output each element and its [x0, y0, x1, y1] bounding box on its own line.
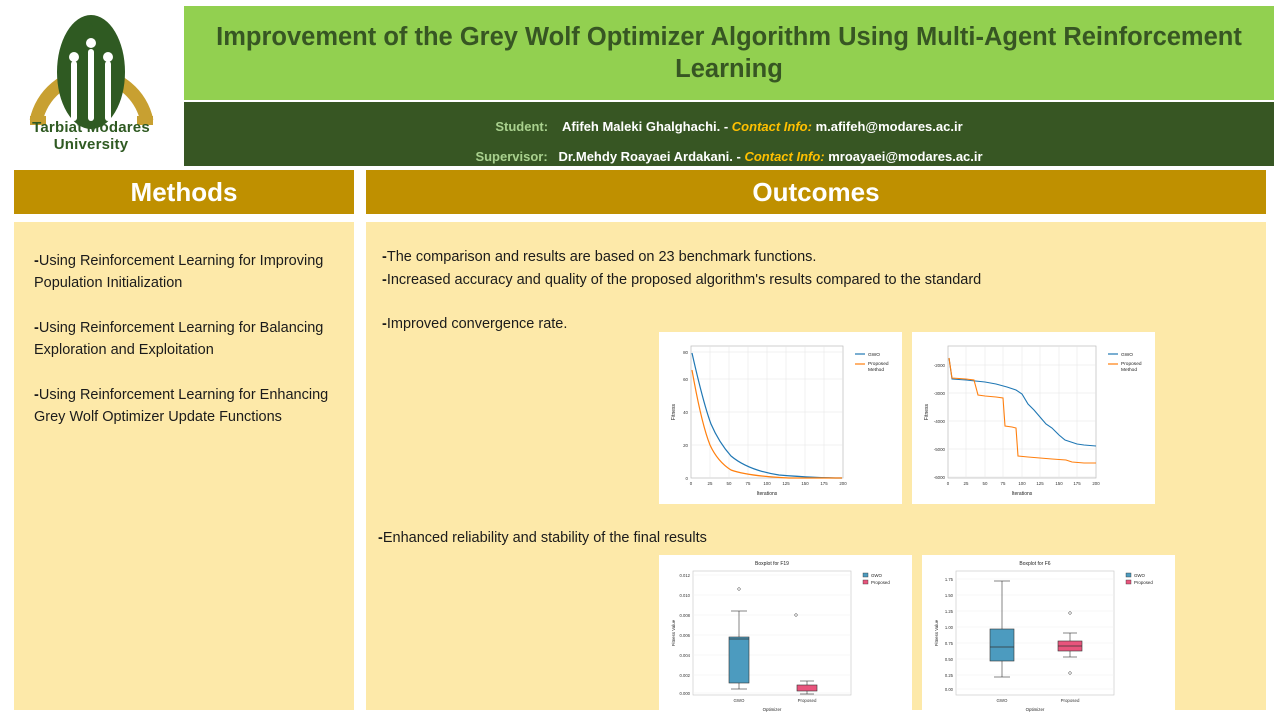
list-item: -Increased accuracy and quality of the proposed algorithm's results compared to the standard — [382, 272, 982, 288]
svg-text:1.50: 1.50 — [944, 593, 953, 598]
chart-convergence-1 — [659, 332, 902, 504]
logo-line-2: University — [53, 136, 129, 153]
outcomes-item-4: Enhanced reliability and stability of the final results — [382, 530, 707, 546]
x-axis-label: Optimizer — [762, 707, 782, 712]
svg-text:175: 175 — [820, 481, 828, 486]
svg-text:0: 0 — [946, 481, 950, 486]
svg-text:Proposed: Proposed — [1121, 362, 1142, 367]
svg-text:0.008: 0.008 — [679, 613, 690, 618]
svg-text:0.004: 0.004 — [679, 653, 690, 658]
svg-text:GWO: GWO — [1134, 573, 1145, 578]
outcomes-panel — [366, 222, 1266, 710]
svg-text:75: 75 — [1000, 481, 1006, 486]
supervisor-contact-label: Contact Info: — [744, 149, 825, 164]
chart-boxplot-f6 — [922, 555, 1175, 717]
svg-text:50: 50 — [982, 481, 988, 486]
svg-text:Method: Method — [868, 368, 884, 373]
methods-section-header — [14, 170, 354, 214]
svg-text:25: 25 — [707, 481, 713, 486]
svg-text:Proposed: Proposed — [1134, 580, 1153, 585]
list-item: -Using Reinforcement Learning for Enhancing Grey Wolf Optimizer Update Functions — [34, 387, 329, 425]
svg-text:Method: Method — [1121, 368, 1137, 373]
svg-text:80: 80 — [683, 350, 688, 355]
x-axis-label: Iterations — [756, 491, 778, 497]
list-item: -Using Reinforcement Learning for Balancing Exploration and Exploitation — [34, 320, 324, 358]
svg-text:40: 40 — [683, 410, 688, 415]
svg-text:0.006: 0.006 — [679, 633, 690, 638]
outcomes-title: Outcomes — [752, 176, 880, 207]
svg-text:0.000: 0.000 — [679, 691, 690, 696]
y-axis-label: Fitness Value — [934, 619, 939, 647]
svg-text:GWO: GWO — [871, 573, 882, 578]
y-axis-label: Fitness — [671, 403, 677, 421]
outcomes-item-3: Improved convergence rate. — [386, 316, 568, 332]
poster-header — [0, 0, 1280, 168]
svg-text:100: 100 — [1018, 481, 1026, 486]
svg-text:200: 200 — [1092, 481, 1100, 486]
student-label: Student: — [495, 119, 549, 134]
logo-line-1: Tarbiat Modares — [32, 119, 150, 136]
svg-text:-5000: -5000 — [933, 447, 945, 452]
title-banner — [184, 6, 1274, 100]
outcomes-list — [382, 246, 1082, 335]
svg-text:125: 125 — [1036, 481, 1044, 486]
svg-text:0: 0 — [689, 481, 693, 486]
convergence-figures — [659, 332, 1155, 504]
svg-text:100: 100 — [763, 481, 771, 486]
outcomes-item-1: The comparison and results are based on 23 benchmark functions. — [386, 249, 817, 265]
chart-title: Boxplot for F19 — [755, 561, 789, 567]
chart-convergence-2 — [912, 332, 1155, 504]
x-axis-label: Optimizer — [1025, 707, 1045, 712]
svg-text:0.002: 0.002 — [679, 673, 690, 678]
x-axis-label: Iterations — [1011, 491, 1033, 497]
svg-text:Proposed: Proposed — [871, 580, 890, 585]
outcomes-item-2: Increased accuracy and quality of the proposed algorithm's results compared to the standard — [386, 272, 982, 288]
student-email[interactable]: m.afifeh@modares.ac.ir — [815, 119, 963, 134]
svg-text:125: 125 — [782, 481, 790, 486]
methods-title: Methods — [130, 176, 238, 207]
svg-text:1.75: 1.75 — [944, 577, 953, 582]
svg-text:-3000: -3000 — [933, 391, 945, 396]
list-item: -Improved convergence rate. — [382, 316, 568, 332]
student-name: Afifeh Maleki Ghalghachi. - — [562, 119, 729, 134]
svg-text:0: 0 — [685, 476, 688, 481]
svg-text:25: 25 — [963, 481, 969, 486]
svg-text:50: 50 — [726, 481, 732, 486]
svg-text:0.25: 0.25 — [944, 673, 953, 678]
svg-text:20: 20 — [683, 443, 688, 448]
svg-text:75: 75 — [745, 481, 751, 486]
svg-text:0.50: 0.50 — [944, 657, 953, 662]
student-line — [184, 112, 1274, 142]
svg-text:0.010: 0.010 — [679, 593, 690, 598]
supervisor-name: Dr.Mehdy Roayaei Ardakani. - — [558, 149, 741, 164]
svg-text:1.25: 1.25 — [944, 609, 953, 614]
poster-title: Improvement of the Grey Wolf Optimizer Algorithm Using Multi-Agent Reinforcement Learning — [216, 23, 1242, 83]
svg-text:150: 150 — [1055, 481, 1063, 486]
university-logo — [0, 0, 182, 168]
svg-text:1.00: 1.00 — [944, 625, 953, 630]
svg-text:Proposed: Proposed — [868, 362, 889, 367]
svg-text:GWO: GWO — [733, 698, 745, 703]
svg-text:Proposed: Proposed — [797, 698, 817, 703]
svg-text:GWO: GWO — [1121, 353, 1133, 358]
svg-text:-2000: -2000 — [933, 363, 945, 368]
svg-text:0.75: 0.75 — [944, 641, 953, 646]
chart-title: Boxplot for F6 — [1019, 561, 1051, 567]
svg-text:GWO: GWO — [996, 698, 1008, 703]
list-item: -Enhanced reliability and stability of the final results — [378, 530, 707, 546]
svg-text:200: 200 — [839, 481, 847, 486]
y-axis-label: Fitness Value — [671, 619, 676, 647]
student-contact-label: Contact Info: — [731, 119, 812, 134]
svg-text:150: 150 — [801, 481, 809, 486]
y-axis-label: Fitness — [924, 403, 930, 421]
svg-text:0.012: 0.012 — [679, 573, 690, 578]
svg-text:-6000: -6000 — [933, 475, 945, 480]
logo-caption — [16, 119, 166, 153]
list-item: -Using Reinforcement Learning for Improving Population Initialization — [34, 253, 324, 291]
authors-banner — [184, 102, 1274, 166]
supervisor-email[interactable]: mroayaei@modares.ac.ir — [828, 149, 983, 164]
svg-text:Proposed: Proposed — [1060, 698, 1080, 703]
chart-boxplot-f19 — [659, 555, 912, 717]
svg-text:0.00: 0.00 — [944, 687, 953, 692]
methods-item-2: Using Reinforcement Learning for Balancing Exploration and Exploitation — [34, 320, 324, 358]
methods-item-3: Using Reinforcement Learning for Enhancing Grey Wolf Optimizer Update Functions — [34, 387, 329, 425]
methods-panel — [14, 222, 354, 710]
svg-text:-4000: -4000 — [933, 419, 945, 424]
svg-text:175: 175 — [1073, 481, 1081, 486]
svg-text:60: 60 — [683, 377, 688, 382]
methods-item-1: Using Reinforcement Learning for Improving Population Initialization — [34, 253, 324, 291]
svg-text:GWO: GWO — [868, 353, 880, 358]
boxplot-figures — [659, 555, 1175, 717]
methods-list — [34, 250, 340, 451]
list-item: -The comparison and results are based on 23 benchmark functions. — [382, 249, 817, 265]
supervisor-label: Supervisor: — [475, 149, 548, 164]
outcomes-section-header — [366, 170, 1266, 214]
supervisor-line — [184, 142, 1274, 172]
